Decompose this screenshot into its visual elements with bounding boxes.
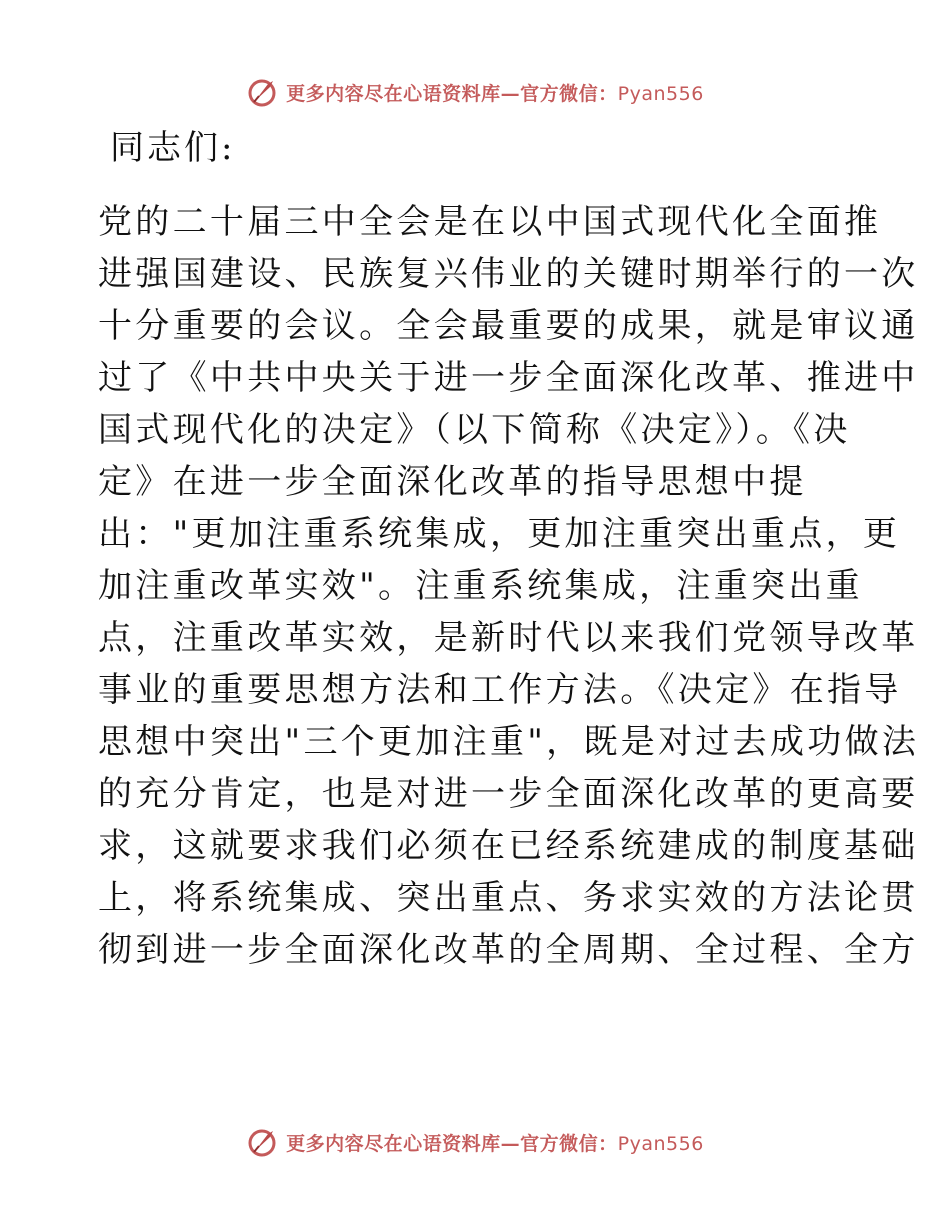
- text-line: 的充分肯定，也是对进一步全面深化改革的更高要: [98, 774, 919, 814]
- text-line: 进强国建设、民族复兴伟业的关键时期举行的一次: [98, 254, 919, 294]
- text-line: 出："更加注重系统集成，更加注重突出重点，更: [98, 514, 901, 554]
- watermark-label: 更多内容尽在心语资料库—官方微信：Pyan556: [286, 82, 704, 105]
- text-line: 国式现代化的决定》（以下简称《决定》）。《决: [98, 410, 851, 450]
- text-line: 求，这就要求我们必须在已经系统建成的制度基础: [98, 826, 919, 866]
- text-line: 十分重要的会议。全会最重要的成果，就是审议通: [98, 306, 919, 346]
- text-line: 定》在进一步全面深化改革的指导思想中提: [98, 462, 807, 502]
- text-line: 思想中突出"三个更加注重"，既是对过去成功做法: [98, 722, 920, 762]
- greeting: 同志们:: [110, 128, 236, 168]
- feather-pen-logo-icon: [246, 76, 278, 108]
- feather-pen-logo-icon: [246, 1126, 278, 1158]
- text-line: 彻到进一步全面深化改革的全周期、全过程、全方: [98, 930, 919, 970]
- text-line: 加注重改革实效"。注重系统集成，注重突出重: [98, 566, 863, 606]
- text-line: 党的二十届三中全会是在以中国式现代化全面推: [98, 202, 882, 242]
- text-line: 事业的重要思想方法和工作方法。《决定》在指导: [98, 670, 902, 710]
- watermark-label: 更多内容尽在心语资料库—官方微信：Pyan556: [286, 1132, 704, 1155]
- header-watermark: [0, 72, 950, 112]
- document-body: [98, 196, 920, 976]
- footer-watermark: [0, 1122, 950, 1162]
- text-line: 点，注重改革实效，是新时代以来我们党领导改革: [98, 618, 919, 658]
- text-line: 过了《中共中央关于进一步全面深化改革、推进中: [98, 358, 919, 398]
- text-line: 上，将系统集成、突出重点、务求实效的方法论贯: [98, 878, 919, 918]
